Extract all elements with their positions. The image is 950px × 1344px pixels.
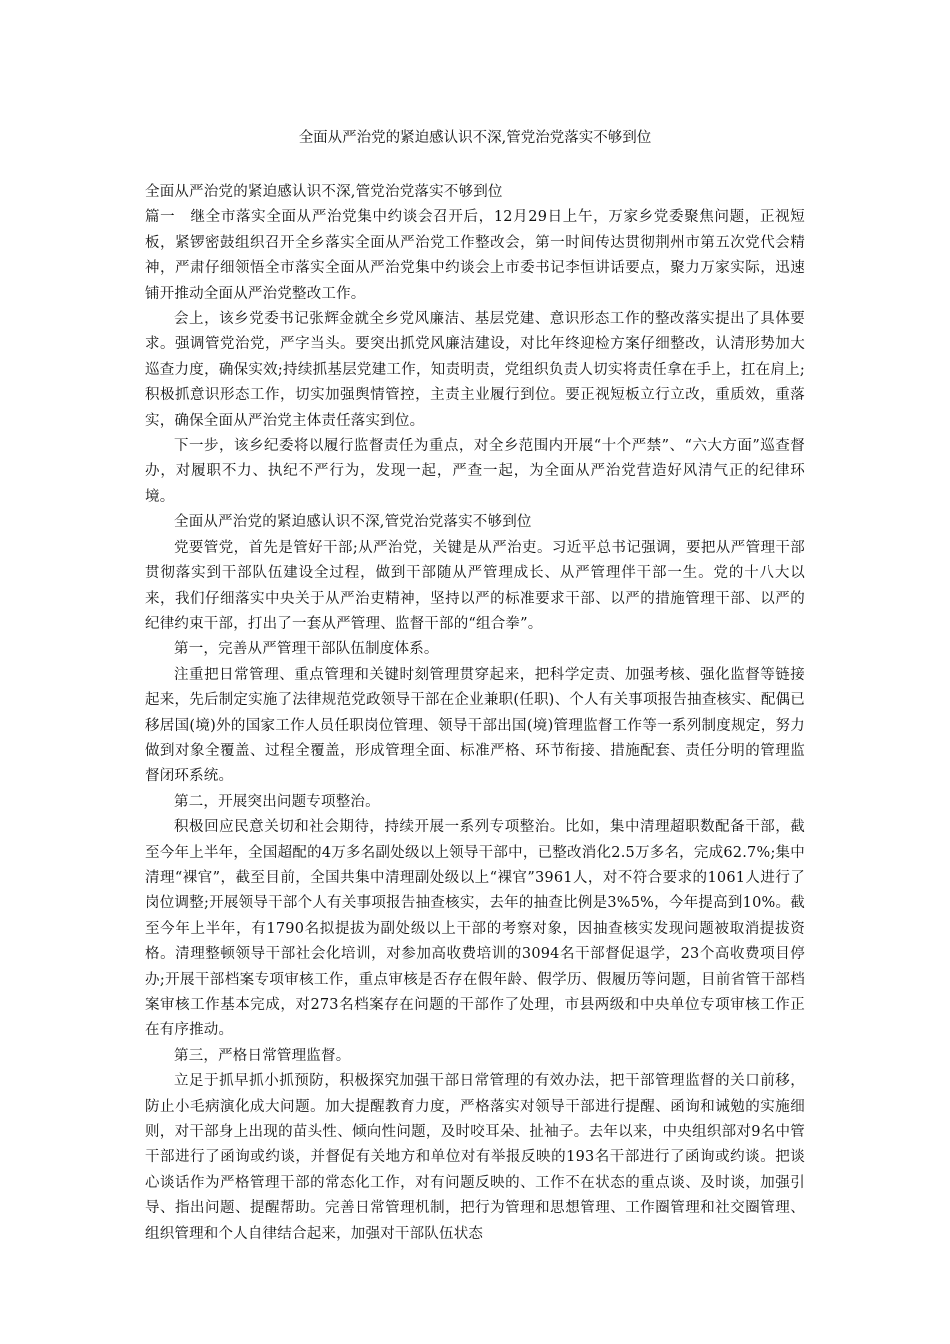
paragraph: 全面从严治党的紧迫感认识不深,管党治党落实不够到位 — [145, 184, 503, 200]
paragraph: 下一步，该乡纪委将以履行监督责任为重点，对全乡范围内开展“十个严禁”、“六大方面”巡查督办，对履职不力、执纪不严行为，发现一起，严查一起，为全面从严治党营造好风清气正的纪律环境。 — [145, 438, 805, 505]
document-body — [145, 180, 805, 1247]
section-heading: 第二，开展突出问题专项整治。 — [174, 793, 380, 810]
section-heading: 第三，严格日常管理监督。 — [174, 1047, 351, 1064]
paragraph: 积极回应民意关切和社会期待，持续开展一系列专项整治。比如，集中清理超职数配备干部，截至今年上半年，全国超配的4万多名副处级以上领导干部中，已整改消化2.5万多名，完成62.7%;集中清理“裸官”，截至目前，全国共集中清理副处级以上“裸官”3961人，对不符合要求的1061人进行了岗位调整;开展领导干部个人有关事项报告抽查核实，去年的抽查比例是3%5%，今年提高到10%。截至今年上半年，有1790名拟提拔为副处级以上干部的考察对象，因抽查核实发现问题被取消提拔资格。清理整顿领导干部社会化培训，对参加高收费培训的3094名干部督促退学，23个高收费项目停办;开展干部档案专项审核工作，重点审核是否存在假年龄、假学历、假履历等问题，目前省管干部档案审核工作基本完成，对273名档案存在问题的干部作了处理，市县两级和中央单位专项审核工作正在有序推动。 — [145, 819, 805, 1039]
document-title: 全面从严治党的紧迫感认识不深,管党治党落实不够到位 — [298, 130, 652, 146]
paragraph: 会上，该乡党委书记张辉金就全乡党风廉洁、基层党建、意识形态工作的整改落实提出了具体要求。强调管党治党，严字当头。要突出抓党风廉洁建设，对比年终迎检方案仔细整改，认清形势加大巡查力度，确保实效;持续抓基层党建工作，知责明责，党组织负责人切实将责任拿在手上，扛在肩上;积极抓意识形态工作，切实加强舆情管控，主责主业履行到位。要正视短板立行立改，重质效，重落实，确保全面从严治党主体责任落实到位。 — [145, 311, 805, 429]
paragraph: 全面从严治党的紧迫感认识不深,管党治党落实不够到位 — [174, 514, 532, 531]
paragraph: 立足于抓早抓小抓预防，积极探究加强干部日常管理的有效办法，把干部管理监督的关口前移，防止小毛病演化成大问题。加大提醒教育力度，严格落实对领导干部进行提醒、函询和诫勉的实施细则，对干部身上出现的苗头性、倾向性问题，及时咬耳朵、扯袖子。去年以来，中央组织部对9名中管干部进行了函询或约谈，并督促有关地方和单位对有举报反映的193名干部进行了函询或约谈。把谈心谈话作为严格管理干部的常态化工作，对有问题反映的、工作不在状态的重点谈、及时谈，加强引导、指出问题、提醒帮助。完善日常管理机制，把行为管理和思想管理、工作圈管理和社交圈管理、组织管理和个人自律结合起来，加强对干部队伍状态 — [145, 1073, 805, 1242]
paragraph: 篇一 继全市落实全面从严治党集中约谈会召开后，12月29日上午，万家乡党委聚焦问题，正视短板，紧锣密鼓组织召开全乡落实全面从严治党工作整改会，第一时间传达贯彻荆州市第五次党代会精神，严肃仔细领悟全市落实全面从严治党集中约谈会上市委书记李恒讲话要点，聚力万家实际，迅速铺开推动全面从严治党整改工作。 — [145, 209, 805, 302]
section-heading: 第一，完善从严管理干部队伍制度体系。 — [174, 641, 439, 658]
paragraph: 党要管党，首先是管好干部;从严治党，关键是从严治吏。习近平总书记强调，要把从严管理干部贯彻落实到干部队伍建设全过程，做到干部随从严管理成长、从严管理伴干部一生。党的十八大以来，我们仔细落实中央关于从严治吏精神，坚持以严的标准要求干部、以严的措施管理干部、以严的纪律约束干部，打出了一套从严管理、监督干部的“组合拳”。 — [145, 539, 805, 632]
paragraph: 注重把日常管理、重点管理和关键时刻管理贯穿起来，把科学定责、加强考核、强化监督等链接起来，先后制定实施了法律规范党政领导干部在企业兼职(任职)、个人有关事项报告抽查核实、配偶已移居国(境)外的国家工作人员任职岗位管理、领导干部出国(境)管理监督工作等一系列制度规定，努力做到对象全覆盖、过程全覆盖，形成管理全面、标准严格、环节衔接、措施配套、责任分明的管理监督闭环系统。 — [145, 666, 805, 785]
